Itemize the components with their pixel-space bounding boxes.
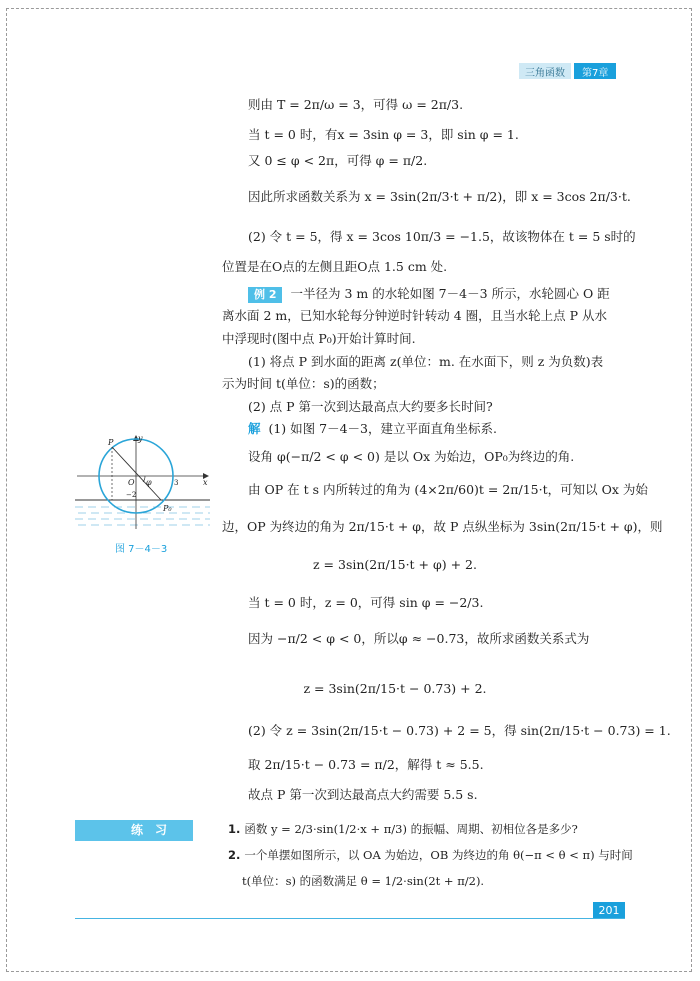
text-line: (2) 令 t = 5，得 x = 3cos 10π/3 = −1.5，故该物体在 t = 5 s时的 bbox=[248, 229, 636, 244]
text-line: 取 2π/15·t − 0.73 = π/2，解得 t ≈ 5.5. bbox=[248, 757, 484, 772]
text-line: (1) 将点 P 到水面的距离 z(单位：m. 在水面下，则 z 为负数)表 bbox=[248, 354, 604, 369]
svg-text:φ: φ bbox=[146, 478, 152, 487]
text-line: 示为时间 t(单位：s)的函数； bbox=[222, 376, 385, 391]
text-line: 位置是在O点的左侧且距O点 1.5 cm 处. bbox=[222, 259, 448, 274]
exercise-number: 2. bbox=[228, 848, 241, 862]
text-line: 又 0 ≤ φ < 2π，可得 φ = π/2. bbox=[248, 153, 428, 168]
text-line: 边，OP 为终边的角为 2π/15·t + φ，故 P 点纵坐标为 3sin(2π/15·t + φ)，则 bbox=[222, 519, 663, 534]
chapter-label: 第7章 bbox=[574, 63, 616, 79]
text-line: 当 t = 0 时，z = 0，可得 sin φ = −2/3. bbox=[248, 595, 484, 610]
svg-text:y: y bbox=[138, 435, 143, 443]
svg-text:3: 3 bbox=[174, 479, 179, 487]
example-heading bbox=[248, 285, 610, 303]
text-line: (2) 点 P 第一次到达最高点大约要多长时间? bbox=[248, 399, 493, 414]
text-line: 因此所求函数关系为 x = 3sin(2π/3·t + π/2)，即 x = 3cos 2π/3·t. bbox=[248, 189, 631, 204]
text-line: 由 OP 在 t s 内所转过的角为 (4×2π/60)t = 2π/15·t，可知以 Ox 为始 bbox=[248, 482, 648, 497]
text-line: 因为 −π/2 < φ < 0，所以φ ≈ −0.73，故所求函数关系式为 bbox=[248, 631, 590, 646]
text-line: 故点 P 第一次到达最高点大约需要 5.5 s. bbox=[248, 787, 478, 802]
exercise-item-2-cont bbox=[242, 872, 484, 890]
text-line: 中浮现时(图中点 P₀)开始计算时间. bbox=[222, 331, 416, 346]
water-wheel-figure bbox=[75, 435, 210, 530]
exercise-text: 一个单摆如图所示，以 OA 为始边，OB 为终边的角 θ(−π < θ < π) 与时间 bbox=[244, 848, 633, 862]
label-P: P bbox=[108, 438, 114, 447]
exercise-text: t(单位：s) 的函数满足 θ = 1/2·sin(2t + π/2). bbox=[242, 874, 485, 888]
footer-rule bbox=[75, 918, 625, 919]
running-header bbox=[519, 63, 616, 79]
exercise-item-2 bbox=[228, 846, 633, 864]
exercise-title: 练习 bbox=[75, 820, 193, 841]
text-line: 离水面 2 m，已知水轮每分钟逆时针转动 4 圈，且当水轮上点 P 从水 bbox=[222, 308, 608, 323]
exercise-number: 1. bbox=[228, 822, 241, 836]
text-line: 一半径为 3 m 的水轮如图 7－4－3 所示，水轮圆心 O 距 bbox=[290, 286, 610, 301]
text-line: (2) 令 z = 3sin(2π/15·t − 0.73) + 2 = 5，得 sin(2π/15·t − 0.73) = 1. bbox=[248, 723, 671, 738]
solution-tag: 解 bbox=[248, 421, 261, 436]
exercise-item-1 bbox=[228, 820, 578, 838]
text-line: 则由 T = 2π/ω = 3，可得 ω = 2π/3. bbox=[248, 97, 464, 112]
example-tag: 例 2 bbox=[248, 287, 282, 303]
text-line: 当 t = 0 时，有x = 3sin φ = 3，即 sin φ = 1. bbox=[248, 127, 519, 142]
page-number: 201 bbox=[593, 902, 625, 919]
svg-text:P₀: P₀ bbox=[163, 504, 172, 513]
text-line: 设角 φ(−π/2 < φ < 0) 是以 Ox 为始边，OP₀为终边的角. bbox=[248, 449, 575, 464]
svg-text:x: x bbox=[203, 478, 208, 487]
solution-heading bbox=[248, 420, 497, 438]
equation: z = 3sin(2π/15·t − 0.73) + 2. bbox=[303, 681, 487, 696]
equation: z = 3sin(2π/15·t + φ) + 2. bbox=[313, 557, 477, 572]
exercise-text: 函数 y = 2/3·sin(1/2·x + π/3) 的振幅、周期、初相位各是多少? bbox=[244, 822, 578, 836]
text-line: (1) 如图 7－4－3，建立平面直角坐标系. bbox=[268, 421, 497, 436]
svg-text:−2: −2 bbox=[126, 491, 137, 499]
figure-caption: 图 7－4－3 bbox=[115, 544, 168, 555]
svg-text:O: O bbox=[128, 478, 135, 487]
section-label: 三角函数 bbox=[519, 63, 571, 79]
